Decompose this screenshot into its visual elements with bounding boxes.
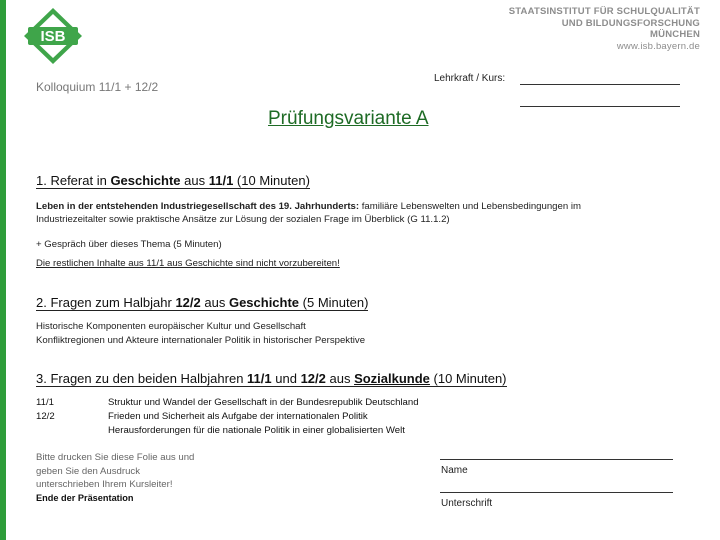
page-title: Prüfungsvariante A [268, 108, 429, 129]
name-label: Name [441, 465, 468, 476]
section-1-heading: 1. Referat in Geschichte aus 11/1 (10 Minuten) [36, 173, 310, 188]
website: www.isb.bayern.de [616, 40, 700, 52]
list-item: 11/1 [36, 397, 54, 408]
section-1-topic: Leben in der entstehenden Industriegesellschaft des 19. Jahrhunderts: familiäre Lebenswelten und Lebensbedingungen im Industriezeitalter sowie praktische Ansätze zur Lösung der sozialen Frage im Überblick (G 11.1.2) [36, 201, 581, 225]
signature-line [440, 492, 673, 493]
list-item: Herausforderungen für die nationale Politik in einer globalisierten Welt [108, 425, 405, 436]
section-2-items [36, 320, 365, 347]
lehrkraft-line-2 [520, 106, 680, 107]
end-label: Ende der Präsentation [36, 492, 134, 503]
list-item: Historische Komponenten europäischer Kultur und Gesellschaft [36, 321, 306, 332]
section-3-terms [36, 396, 55, 424]
section-1-gespraech: + Gespräch über dieses Thema (5 Minuten) [36, 239, 222, 250]
section-2-heading: 2. Fragen zum Halbjahr 12/2 aus Geschichte (5 Minuten) [36, 295, 369, 310]
section-3-heading: 3. Fragen zu den beiden Halbjahren 11/1 und 12/2 aus Sozialkunde (10 Minuten) [36, 371, 507, 386]
list-item: Struktur und Wandel der Gesellschaft in der Bundesrepublik Deutschland [108, 397, 419, 408]
signature-label: Unterschrift [441, 498, 493, 509]
section-3-items [108, 396, 419, 438]
logo-text: ISB [40, 28, 66, 45]
isb-logo [22, 6, 84, 66]
print-note: Bitte drucken Sie diese Folie aus und geben Sie den Ausdruck unterschrieben Ihrem Kursleiter! Ende der Präsentation [36, 451, 194, 505]
lehrkraft-line-1 [520, 84, 680, 85]
list-item: Konfliktregionen und Akteure internationaler Politik in historischer Perspektive [36, 335, 366, 346]
left-accent-bar [0, 0, 6, 540]
section-1-rest-note: Die restlichen Inhalte aus 11/1 aus Geschichte sind nicht vorzubereiten! [36, 258, 340, 269]
kolloquium-label: Kolloquium 11/1 + 12/2 [36, 80, 159, 94]
lehrkraft-label: Lehrkraft / Kurs: [434, 73, 506, 84]
institute-name: STAATSINSTITUT FÜR SCHULQUALITÄT UND BILDUNGSFORSCHUNG MÜNCHEN www.isb.bayern.de [508, 6, 700, 52]
list-item: 12/2 [36, 411, 55, 422]
list-item: Frieden und Sicherheit als Aufgabe der internationalen Politik [108, 411, 368, 422]
name-line [440, 459, 673, 460]
